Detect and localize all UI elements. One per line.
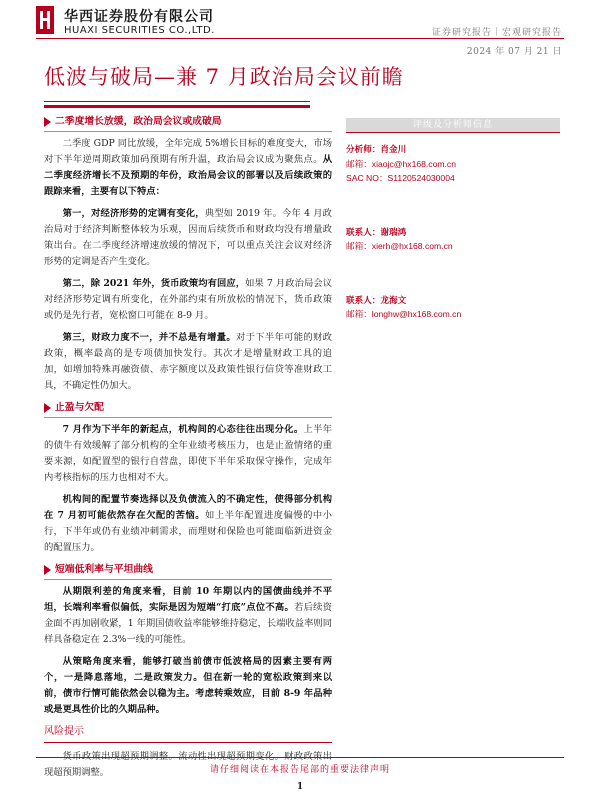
contact-name: 联系人：龙海文 [346,295,407,306]
paragraph: 第三，财政力度不一，并不总是有增量。对于下半年可能的财政政策，概率最高的是专项债加快发行。其次才是增量财政工具的追加，如增加特殊再融资债、赤字额度以及政策性银行信贷等准财政工具，不确定性仍加大。 [44,332,332,391]
section-heading: 止盈与欠配 [44,400,332,418]
section-profit-taking [44,400,332,556]
contact-block [346,295,560,323]
arrow-icon [44,565,51,575]
main-content [44,114,332,787]
paragraph: 第二，除 2021 年外，货币政策均有回应，如果 7 月政治局会议对经济形势定调有所变化，在外部约束有所放松的情况下，货币政策或仍是先行者，宽松窗口可能在 8-9 月。 [44,278,332,321]
paragraph: 从期限利差的角度来看，目前 10 年期以内的国债曲线并不平坦，长端利率看似偏低，实际是因为短端“打底”点位不高。若后续资金面不再加剧收紧，1 年期国债收益率能够维持稳定，长端收益率则同样具备稳定在 2.3%一线的可能性。 [44,586,332,645]
section-yield-curve [44,562,332,718]
contact-block [346,227,560,255]
arrow-icon [44,117,51,127]
section-heading: 短端低利率与平坦曲线 [44,562,332,580]
title-underline-thick [44,105,310,108]
paragraph: 7 月作为下半年的新起点，机构间的心态往往出现分化。上半年的债牛有效缓解了部分机构的全年业绩考核压力，也是止盈情绪的重要来源，如配置型的银行自营盘，即使下半年采取保守操作，完成年内考核指标的压力也相对不大。 [44,424,332,483]
paragraph: 机构间的配置节奏选择以及负债流入的不确定性，使得部分机构在 7 月初可能依然存在欠配的苦恼。如上半年配置进度偏慢的中小行，下半年或仍有业绩冲刺需求，而理财和保险也可能面临新进资金的配置压力。 [44,494,332,553]
company-name-cn: 华西证券股份有限公司 [64,9,214,25]
analyst-sac: SAC NO：S1120524030004 [346,173,455,183]
title-underline-thin [44,101,310,102]
section-growth [44,114,332,394]
section-heading: 二季度增长放缓，政治局会议或成破局 [44,114,332,132]
arrow-icon [44,403,51,413]
paragraph: 二季度 GDP 同比放缓，全年完成 5%增长目标的难度变大，市场对下半年逆周期政策加码预期有所升温，政治局会议成为聚焦点。从二季度经济增长不及预期的年份，政治局会议的部署以及后续政策的跟踪来看，主要有以下特点： [44,138,332,197]
contact-email[interactable]: 邮箱：longhw@hx168.com.cn [346,309,462,320]
footer-divider [36,757,564,758]
contact-name: 联系人：谢瑞鸿 [346,227,407,238]
header-divider [36,38,564,39]
analyst-sidebar [346,118,560,323]
company-name-en: HUAXI SECURITIES CO.,LTD. [64,25,215,36]
sidebar-heading: 评级及分析师信息 [346,118,560,133]
report-title: 低波与破局—兼 7 月政治局会议前瞻 [44,65,404,89]
risk-text: 货币政策出现超预期调整。流动性出现超预期变化。财政政策出现超预期调整。 [44,751,332,778]
analyst-block [346,144,560,187]
huaxi-logo-icon [34,4,56,36]
report-date: 2024 年 07 月 21 日 [466,47,562,57]
report-type: 证券研究报告｜宏观研究报告 [431,28,562,38]
paragraph: 第一，对经济形势的定调有变化，典型如 2019 年。今年 4 月政治局对于经济判断整体较为乐观，因而后续货币和财政均没有增量政策出台。在二季度经济增速放缓的情况下，可以重点关注会议对经济形势的定调是否产生变化。 [44,208,332,267]
contact-email[interactable]: 邮箱：xierh@hx168.com.cn [346,241,453,252]
analyst-name: 分析师：肖金川 [346,145,407,155]
legal-disclaimer: 请仔细阅读在本报告尾部的重要法律声明 [209,765,390,775]
risk-heading: 风险提示 [44,724,332,743]
analyst-email[interactable]: 邮箱：xiaojc@hx168.com.cn [346,158,456,170]
paragraph: 从策略角度来看，能够打破当前债市低波格局的因素主要有两个，一是降息落地，二是政策发力。但在新一轮的宽松政策到来以前，债市行情可能依然会以稳为主。考虑转乘效应，目前 8-9 年品种或是更具性价比的久期品种。 [44,656,332,715]
page-number: 1 [296,782,304,792]
